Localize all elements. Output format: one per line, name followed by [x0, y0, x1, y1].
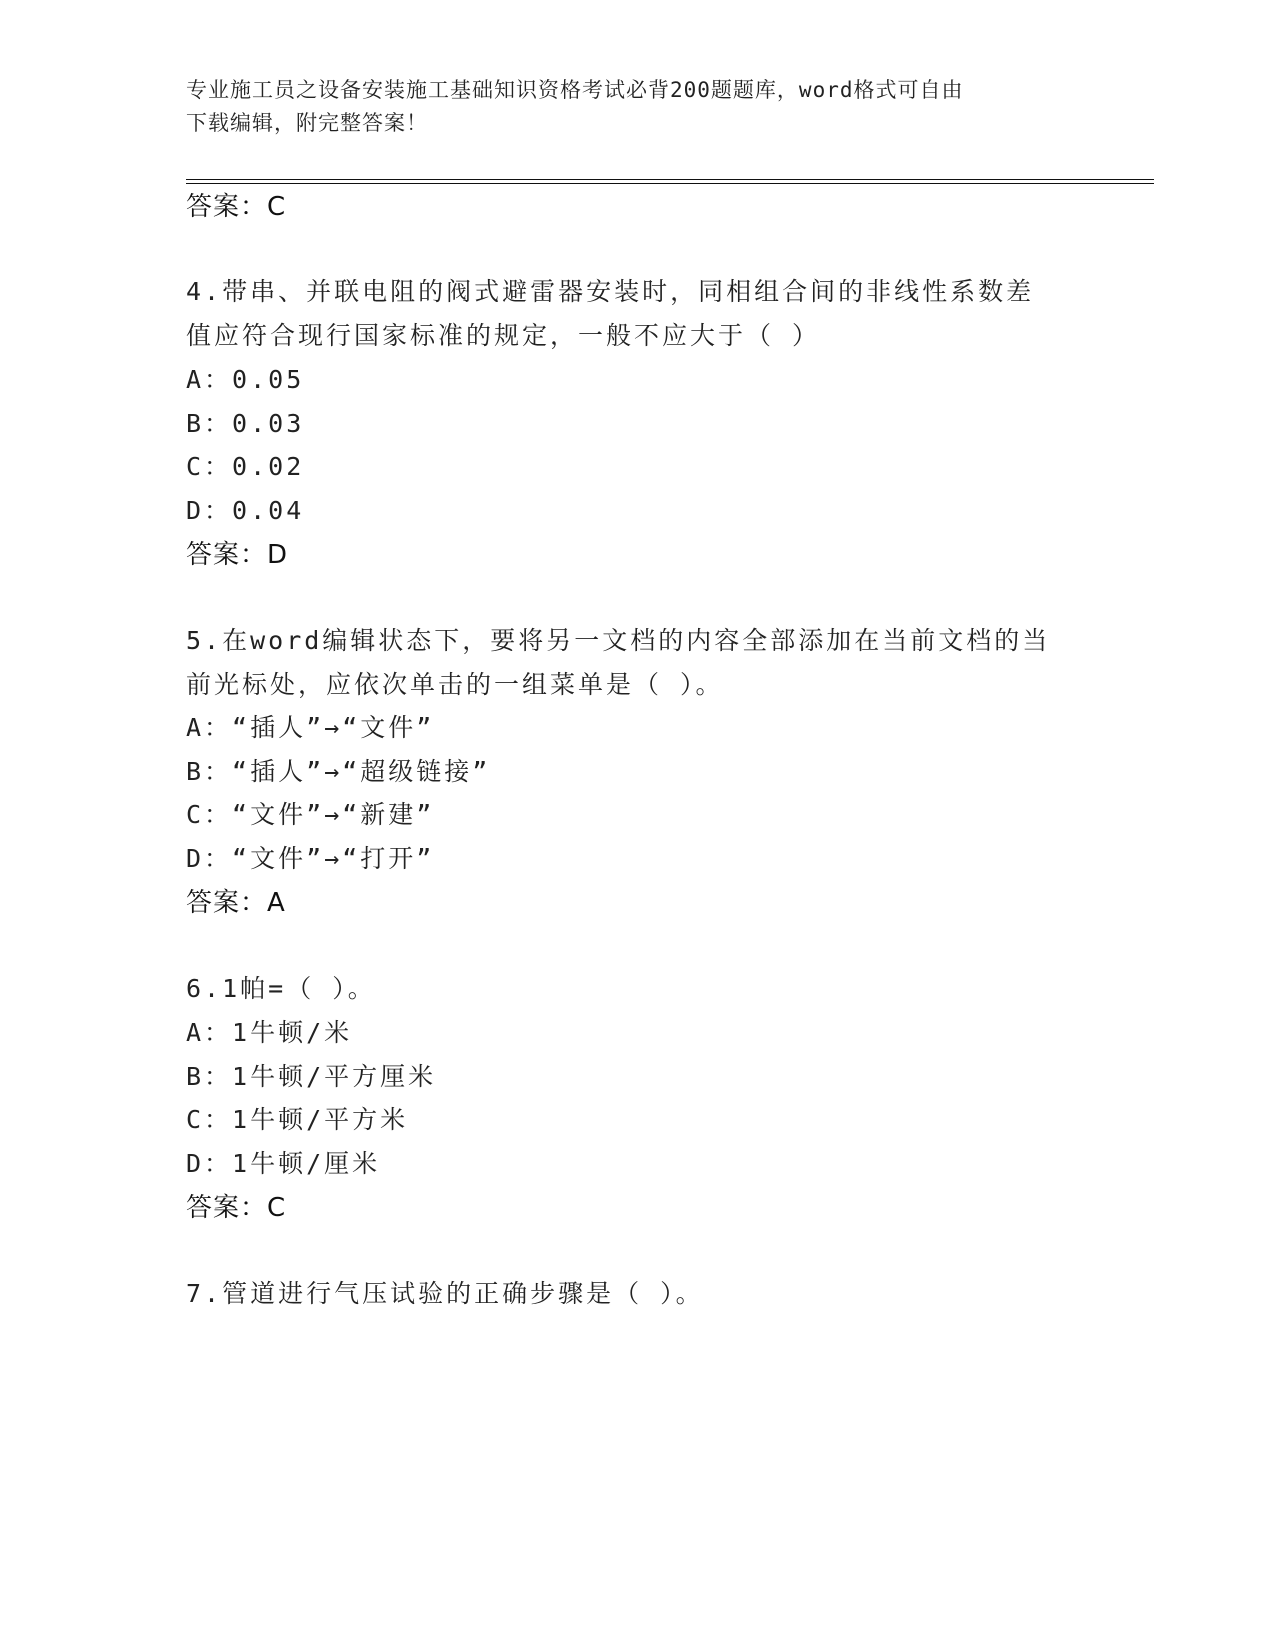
header-divider-top	[186, 179, 1154, 180]
question-6-option-d: D：1牛顿/厘米	[186, 1149, 381, 1178]
question-4-answer: 答案：D	[186, 540, 289, 570]
header-divider-bottom	[186, 183, 1154, 184]
question-5-option-c: C：“文件”→“新建”	[186, 800, 435, 829]
question-5-option-b: B：“插人”→“超级链接”	[186, 757, 491, 786]
question-4-text-line-1: 4.带串、并联电阻的阀式避雷器安装时，同相组合间的非线性系数差	[186, 277, 1035, 306]
question-5-answer: 答案：A	[186, 888, 286, 918]
question-4-option-c: C：0.02	[186, 452, 305, 481]
question-4-option-b: B：0.03	[186, 409, 305, 438]
question-6-option-a: A：1牛顿/米	[186, 1018, 353, 1047]
question-5-option-d: D：“文件”→“打开”	[186, 844, 435, 873]
question-6-option-c: C：1牛顿/平方米	[186, 1105, 409, 1134]
question-4-text-line-2: 值应符合现行国家标准的规定，一般不应大于（ ）	[186, 321, 821, 350]
question-6-option-b: B：1牛顿/平方厘米	[186, 1062, 437, 1091]
question-4-option-a: A：0.05	[186, 365, 305, 394]
question-5-text-line-2: 前光标处，应依次单击的一组菜单是（ ）。	[186, 670, 724, 699]
header-line-1: 专业施工员之设备安装施工基础知识资格考试必背200题题库，word格式可自由	[186, 78, 964, 102]
header-line-2: 下载编辑，附完整答案！	[186, 111, 428, 135]
question-4-option-d: D：0.04	[186, 496, 305, 525]
previous-answer: 答案：C	[186, 192, 287, 222]
question-6-answer: 答案：C	[186, 1193, 287, 1223]
question-5-text-line-1: 5.在word编辑状态下，要将另一文档的内容全部添加在当前文档的当	[186, 626, 1051, 655]
document-header	[186, 74, 1086, 140]
question-7-text: 7.管道进行气压试验的正确步骤是（ ）。	[186, 1279, 704, 1308]
question-5-option-a: A：“插人”→“文件”	[186, 713, 435, 742]
question-6-text: 6.1帕=（ ）。	[186, 974, 376, 1003]
